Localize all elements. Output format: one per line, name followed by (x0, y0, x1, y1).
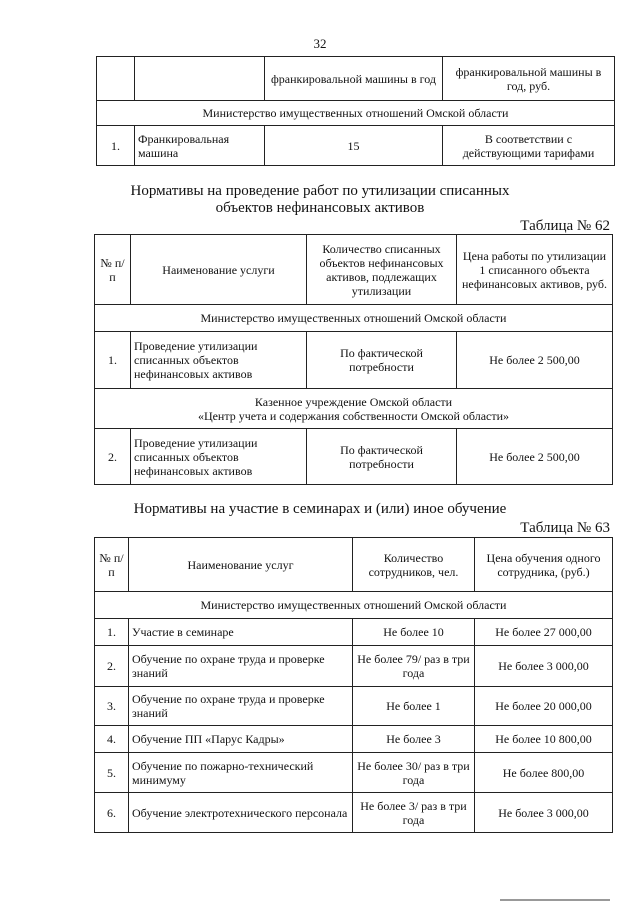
table-caption: Таблица № 63 (520, 520, 610, 536)
cell: Не более 800,00 (475, 753, 613, 793)
cell: Обучение электротехнического персонала (129, 793, 353, 833)
cell: 3. (95, 687, 129, 726)
table-row (95, 429, 613, 485)
section-row (95, 389, 613, 429)
cell: 4. (95, 726, 129, 753)
header-cell: Цена работы по утилизации 1 списанного объекта нефинансовых активов, руб. (457, 235, 613, 305)
table-row (95, 793, 613, 833)
cell: Не более 2 500,00 (457, 332, 613, 389)
table-row (95, 332, 613, 389)
page-number: 32 (313, 36, 327, 51)
table-continuation (96, 56, 615, 166)
table-row (95, 619, 613, 646)
cell: Не более 79/ раз в три года (353, 646, 475, 687)
cell: Не более 10 (353, 619, 475, 646)
cell: Проведение утилизации списанных объектов нефинансовых активов (131, 332, 307, 389)
cell: Франкировальная машина (135, 126, 265, 166)
cell: Обучение по охране труда и проверке знаний (129, 646, 353, 687)
cell: 1. (95, 332, 131, 389)
section-line: Казенное учреждение Омской области (254, 394, 453, 409)
cell: В соответствии с действующими тарифами (443, 126, 615, 166)
section-row: Министерство имущественных отношений Омской области (97, 101, 615, 126)
cell: Участие в семинаре (129, 619, 353, 646)
table-caption: Таблица № 62 (520, 218, 610, 234)
table-header-row (97, 57, 615, 101)
header-cell (135, 57, 265, 101)
header-cell: Количество списанных объектов нефинансовых активов, подлежащих утилизации (307, 235, 457, 305)
cell: Обучение по пожарно-технический минимуму (129, 753, 353, 793)
table-row (95, 753, 613, 793)
cell: 1. (95, 619, 129, 646)
cell: Не более 3 000,00 (475, 793, 613, 833)
header-cell: Наименование услуги (131, 235, 307, 305)
header-cell (97, 57, 135, 101)
cell: Обучение ПП «Парус Кадры» (129, 726, 353, 753)
cell: Не более 1 (353, 687, 475, 726)
heading-line: объектов нефинансовых активов (215, 200, 425, 216)
cell: Не более 2 500,00 (457, 429, 613, 485)
cell: 2. (95, 429, 131, 485)
cell: Не более 10 800,00 (475, 726, 613, 753)
section-heading: Нормативы на участие в семинарах и (или) иное обучение (133, 501, 507, 517)
table-63 (94, 537, 613, 833)
cell: 1. (97, 126, 135, 166)
cell: 5. (95, 753, 129, 793)
cell: Не более 30/ раз в три года (353, 753, 475, 793)
cell: Не более 3 000,00 (475, 646, 613, 687)
header-cell: № п/п (95, 235, 131, 305)
section-row: Министерство имущественных отношений Омской области (95, 305, 613, 332)
cell: Не более 20 000,00 (475, 687, 613, 726)
heading-line: Нормативы на проведение работ по утилизации списанных (130, 183, 510, 199)
table-header-row (95, 235, 613, 305)
section-heading (0, 183, 640, 217)
header-cell: Цена обучения одного сотрудника, (руб.) (475, 538, 613, 592)
section-row: Министерство имущественных отношений Омской области (95, 592, 613, 619)
cell: 15 (265, 126, 443, 166)
cell: Проведение утилизации списанных объектов нефинансовых активов (131, 429, 307, 485)
header-cell: Наименование услуг (129, 538, 353, 592)
cell: 6. (95, 793, 129, 833)
scan-artifact (500, 899, 610, 901)
table-row (95, 726, 613, 753)
section-line: «Центр учета и содержания собственности Омской области» (197, 408, 510, 423)
header-cell: франкировальной машины в год (265, 57, 443, 101)
cell: Не более 27 000,00 (475, 619, 613, 646)
table-row (95, 646, 613, 687)
cell: 2. (95, 646, 129, 687)
cell: По фактической потребности (307, 332, 457, 389)
cell: Не более 3 (353, 726, 475, 753)
cell: Не более 3/ раз в три года (353, 793, 475, 833)
header-cell: № п/п (95, 538, 129, 592)
table-62 (94, 234, 613, 485)
header-cell: франкировальной машины в год, руб. (443, 57, 615, 101)
table-header-row (95, 538, 613, 592)
cell: Обучение по охране труда и проверке знаний (129, 687, 353, 726)
table-row (95, 687, 613, 726)
cell: По фактической потребности (307, 429, 457, 485)
header-cell: Количество сотрудников, чел. (353, 538, 475, 592)
table-row (97, 126, 615, 166)
